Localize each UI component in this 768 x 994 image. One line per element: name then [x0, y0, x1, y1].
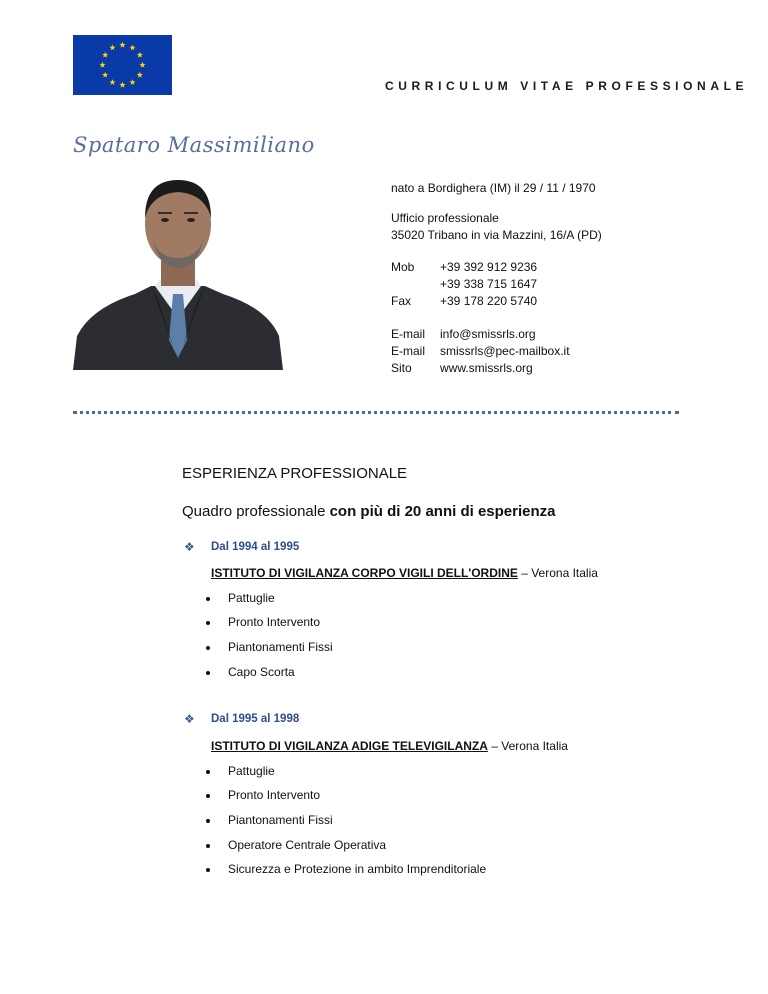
document-title: CURRICULUM VITAE PROFESSIONALE [385, 79, 749, 93]
bullet-dot-icon [206, 671, 210, 675]
email-value[interactable]: info@smissrls.org [440, 327, 536, 341]
birth-info: nato a Bordighera (IM) il 29 / 11 / 1970 [391, 181, 596, 195]
employer-location: – Verona Italia [487, 739, 568, 753]
fax-label: Fax [391, 294, 412, 308]
bullet-dot-icon [206, 819, 210, 823]
bullet-dot-icon [206, 844, 210, 848]
section-heading: ESPERIENZA PROFESSIONALE [182, 465, 408, 482]
bullet-dot-icon [206, 597, 210, 601]
diamond-bullet-icon: ❖ [184, 712, 195, 726]
duty-item: Capo Scorta [206, 665, 506, 681]
email-label: E-mail [391, 327, 426, 341]
pec-email-row [391, 343, 570, 360]
fax-row [391, 293, 537, 310]
employer-name: ISTITUTO DI VIGILANZA ADIGE TELEVIGILANZA [211, 739, 488, 753]
eu-flag-icon [73, 35, 172, 95]
diamond-bullet-icon: ❖ [184, 540, 195, 554]
person-name: Spataro Massimiliano [73, 133, 315, 157]
office-address: 35020 Tribano in via Mazzini, 16/A (PD) [391, 228, 602, 242]
duty-item: Pronto Intervento [206, 788, 506, 804]
duty-item: Pattuglie [206, 764, 506, 780]
email-row [391, 326, 536, 343]
experience-summary [182, 503, 555, 520]
portrait-photo [73, 168, 283, 370]
employer-line [211, 739, 568, 753]
summary-text: Quadro professionale [182, 503, 330, 520]
duty-item: Pattuglie [206, 591, 506, 607]
phone-value: +39 338 715 1647 [440, 277, 538, 291]
summary-bold-text: con più di 20 anni di esperienza [329, 503, 556, 520]
duty-item: Piantonamenti Fissi [206, 813, 506, 829]
period-heading [184, 713, 484, 729]
phone-label: Mob [391, 260, 415, 274]
duty-item: Piantonamenti Fissi [206, 640, 506, 656]
period-heading [184, 541, 484, 557]
bullet-dot-icon [206, 770, 210, 774]
email-label: E-mail [391, 344, 426, 358]
duty-item: Sicurezza e Protezione in ambito Imprenditoriale [206, 862, 546, 878]
website-value[interactable]: www.smissrls.org [440, 361, 533, 375]
employer-line [211, 566, 598, 580]
website-row [391, 360, 533, 377]
employer-location: – Verona Italia [517, 566, 598, 580]
bullet-dot-icon [206, 794, 210, 798]
phone-value: +39 392 912 9236 [440, 260, 538, 274]
office-title: Ufficio professionale [391, 211, 499, 225]
fax-value: +39 178 220 5740 [440, 294, 538, 308]
phone-row [391, 276, 537, 293]
period-text: Dal 1995 al 1998 [211, 713, 300, 725]
dotted-divider [73, 411, 679, 414]
pec-email-value[interactable]: smissrls@pec-mailbox.it [440, 344, 570, 358]
bullet-dot-icon [206, 868, 210, 872]
duty-item: Pronto Intervento [206, 615, 506, 631]
employer-name: ISTITUTO DI VIGILANZA CORPO VIGILI DELL'ORDINE [211, 566, 518, 580]
duty-item: Operatore Centrale Operativa [206, 838, 506, 854]
bullet-dot-icon [206, 646, 210, 650]
bullet-dot-icon [206, 621, 210, 625]
phone-row [391, 259, 537, 276]
period-text: Dal 1994 al 1995 [211, 541, 300, 553]
website-label: Sito [391, 361, 412, 375]
